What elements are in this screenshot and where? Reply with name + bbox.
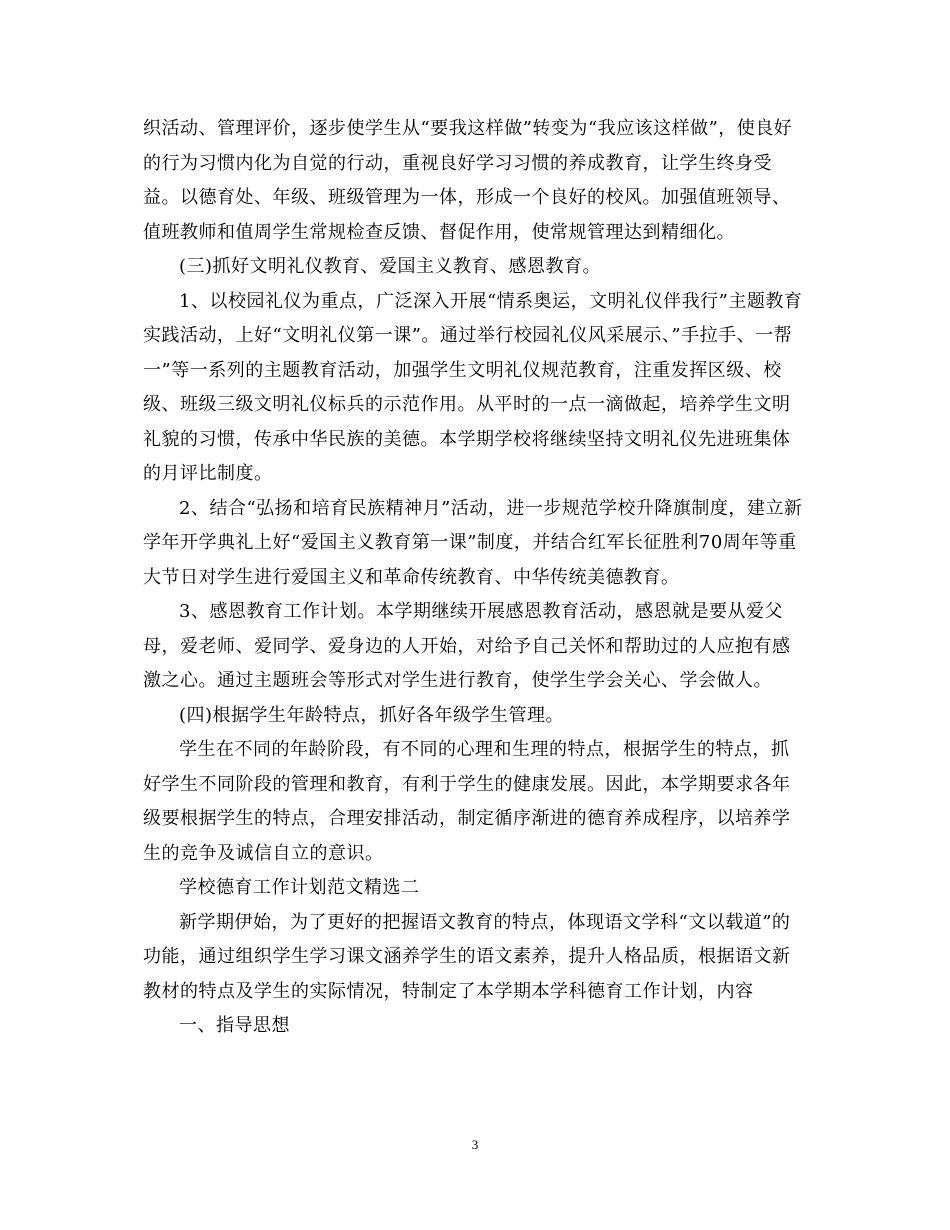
text-line: 一”等一系列的主题教育活动，加强学生文明礼仪规范教育，注重发挥区级、校: [143, 359, 782, 381]
text-line: 1、以校园礼仪为重点，广泛深入开展“情系奥运，文明礼仪伴我行”主题教育: [179, 290, 803, 312]
text-line: 好学生不同阶段的管理和教育，有利于学生的健康发展。因此，本学期要求各年: [143, 773, 791, 795]
text-line: 教材的特点及学生的实际情况，特制定了本学期本学科德育工作计划，内容: [143, 980, 754, 1002]
text-line: 级、班级三级文明礼仪标兵的示范作用。从平时的一点一滴做起，培养学生文明: [143, 394, 791, 415]
body-text: [143, 112, 811, 1044]
text-line: 大节日对学生进行爱国主义和革命传统教育、中华传统美德教育。: [143, 566, 680, 588]
text-line: 礼貌的习惯，传承中华民族的美德。本学期学校将继续坚持文明礼仪先进班集体: [143, 428, 791, 450]
text-line: 织活动、管理评价，逐步使学生从“要我这样做”转变为“我应该这样做”，使良好: [143, 118, 793, 139]
text-line: 实践活动，上好“文明礼仪第一课”。通过举行校园礼仪风采展示、”手拉手、一帮: [143, 325, 793, 346]
text-line: 益。以德育处、年级、班级管理为一体，形成一个良好的校风。加强值班领导、: [143, 187, 791, 208]
text-line: 生的竞争及诚信自立的意识。: [143, 842, 384, 864]
text-line: 的行为习惯内化为自觉的行动，重视良好学习习惯的养成教育，让学生终身受: [143, 152, 772, 174]
text-line: 学生在不同的年龄阶段，有不同的心理和生理的特点，根据学生的特点，抓: [179, 739, 790, 760]
text-line: 功能，通过组织学生学习课文涵养学生的语文素养，提升人格品质，根据语文新: [143, 946, 791, 967]
page-number: 3: [471, 1137, 479, 1152]
text-line: 学校德育工作计划范文精选二: [179, 877, 420, 898]
text-line: 2、结合“弘扬和培育民族精神月”活动，进一步规范学校升降旗制度，建立新: [179, 497, 803, 519]
text-line: 学年开学典礼上好“爱国主义教育第一课”制度，并结合红军长征胜利70周年等重: [143, 532, 797, 553]
text-line: 一、指导思想: [179, 1015, 290, 1036]
text-line: 新学期伊始，为了更好的把握语文教育的特点，体现语文学科“文以载道”的: [179, 911, 791, 933]
text-line: 值班教师和值周学生常规检查反馈、督促作用，使常规管理达到精细化。: [143, 221, 735, 243]
text-line: (三)抓好文明礼仪教育、爱国主义教育、感恩教育。: [179, 256, 602, 277]
text-line: 级要根据学生的特点，合理安排活动，制定循序渐进的德育养成程序，以培养学: [143, 808, 791, 829]
text-line: 母，爱老师、爱同学、爱身边的人开始，对给予自己关怀和帮助过的人应抱有感: [143, 635, 791, 657]
text-line: 的月评比制度。: [143, 463, 273, 484]
text-line: (四)根据学生年龄特点，抓好各年级学生管理。: [179, 704, 565, 726]
text-line: 3、感恩教育工作计划。本学期继续开展感恩教育活动，感恩就是要从爱父: [179, 601, 783, 622]
text-line: 激之心。通过主题班会等形式对学生进行教育，使学生学会关心、学会做人。: [143, 670, 772, 691]
